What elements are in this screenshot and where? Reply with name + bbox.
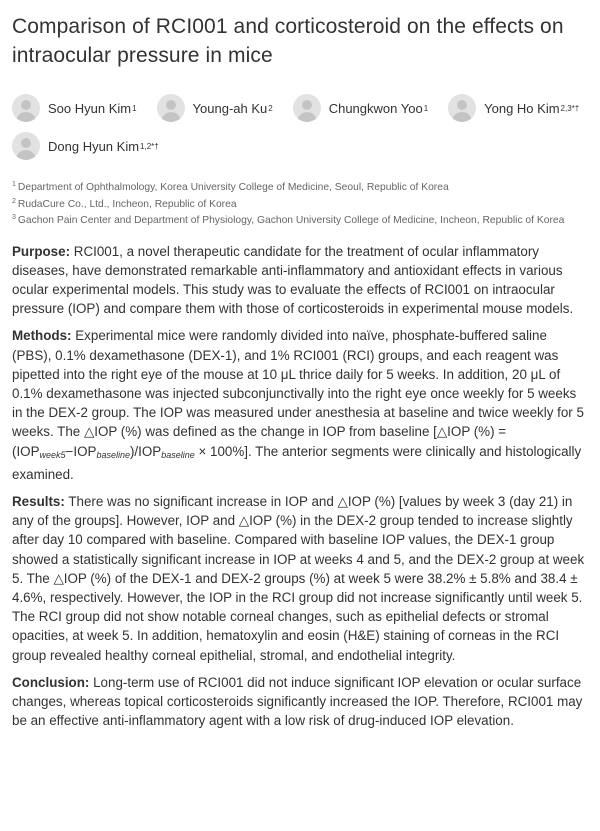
- avatar-icon: [448, 94, 476, 122]
- purpose-section: [12, 242, 588, 319]
- article-title: Comparison of RCI001 and corticosteroid on the effects on intraocular pressure in mice: [12, 15, 564, 67]
- author-affiliation-marker: 1: [423, 103, 429, 113]
- author-name: Soo Hyun Kim: [48, 100, 132, 116]
- results-label: Results:: [12, 493, 65, 509]
- author-item[interactable]: [12, 130, 159, 162]
- avatar-icon: [12, 94, 40, 122]
- results-text: There was no significant increase in IOP and △IOP (%) [values by week 3 (day 21) in any of the groups]. However, IOP and △IOP (%) in the DEX-2 group tended to increase slightly after day 10 compared with baseline. Compared with baseline IOP values, the DEX-1 group showed a statistically significant increase in IOP at weeks 4 and 5, and the DEX-2 group at week 5. The △IOP (%) of the DEX-1 and DEX-2 groups (%) at week 5 were 38.2% ± 5.8% and 38.4 ± 4.6%, respectively. However, the IOP in the RCI group did not increase significantly until week 5. The RCI group did not show notable corneal changes, such as epithelial defects or stromal opacities, at week 5. In addition, hematoxylin and eosin (H&E) staining of corneas in the RCI group revealed healthy corneal epithelial, stromal, and endothelial integrity.: [12, 493, 585, 663]
- author-item[interactable]: [448, 92, 579, 124]
- affiliation-text: RudaCure Co., Ltd., Incheon, Republic of Korea: [17, 198, 237, 210]
- methods-section: [12, 326, 588, 484]
- author-affiliation-marker: 2: [268, 103, 273, 113]
- affiliation-number: 1: [12, 181, 16, 188]
- author-affiliation-marker: 1: [132, 103, 137, 113]
- subscript-baseline: baseline: [161, 449, 195, 460]
- affiliation-number: 2: [12, 197, 16, 205]
- affiliation-number: 3: [12, 214, 16, 221]
- results-section: [12, 492, 588, 665]
- methods-text-part: −IOP: [65, 443, 97, 459]
- affiliation-list: [12, 178, 588, 228]
- purpose-text: RCI001, a novel therapeutic candidate for the treatment of ocular inflammatory diseases, have demonstrated remarkable anti-inflammatory and antioxidant effects in various ocular experimental models. This study was to evaluate the effects of RCI001 on intraocular pressure (IOP) and compare them with those of corticosteroids in experimental mouse models.: [12, 243, 574, 317]
- purpose-label: Purpose:: [12, 243, 71, 259]
- author-item[interactable]: [12, 92, 137, 124]
- author-list: [12, 92, 588, 162]
- avatar-icon: [157, 94, 185, 122]
- affiliation-text: Gachon Pain Center and Department of Physiology, Gachon University College of Medicine, Incheon, Republic of Korea: [17, 215, 565, 226]
- author-item[interactable]: [157, 92, 273, 124]
- subscript-week5: week5: [39, 449, 66, 460]
- methods-text: Experimental mice were randomly divided into naïve, phosphate-buffered saline (PBS), 0.1% dexamethasone (DEX-1), and 1% RCI001 (RCI) groups, and each reagent was pipetted into the right eye of the mouse at 10 μL thrice daily for 5 weeks. In addition, 20 μL of 0.1% dexamethasone was injected subconjunctivally into the right eye once weekly for 5 weeks in the DEX-2 group. The IOP was measured under anesthesia at baseline and twice weekly for 5 weeks. The △IOP (%) was defined as the change in IOP from baseline [△IOP (%) = (IOP: [12, 328, 584, 459]
- author-affiliation-marker: 2,3*†: [560, 103, 580, 113]
- conclusion-section: [12, 673, 588, 731]
- author-name: Dong Hyun Kim: [48, 138, 140, 154]
- author-item[interactable]: [293, 92, 428, 124]
- methods-text-part: )/IOP: [129, 443, 162, 459]
- conclusion-text: Long-term use of RCI001 did not induce significant IOP elevation or ocular surface changes, whereas topical corticosteroids significantly increased the IOP. Therefore, RCI001 may be an effective anti-inflammatory agent with a low risk of drug-induced IOP elevation.: [12, 674, 583, 729]
- author-name: Young-ah Ku: [192, 100, 268, 116]
- affiliation-item: [12, 211, 588, 228]
- author-affiliation-marker: 1,2*†: [140, 141, 159, 151]
- affiliation-text: Department of Ophthalmology, Korea University College of Medicine, Seoul, Republic of Korea: [17, 182, 449, 193]
- methods-text-part: × 100%]. The anterior segments were clinically and histologically examined.: [12, 443, 582, 482]
- affiliation-item: [12, 178, 588, 195]
- author-name: Chungkwon Yoo: [328, 100, 423, 116]
- avatar-icon: [12, 132, 40, 160]
- conclusion-label: Conclusion:: [12, 674, 90, 690]
- avatar-icon: [293, 94, 321, 122]
- methods-label: Methods:: [12, 328, 72, 344]
- affiliation-item: [12, 195, 588, 212]
- subscript-baseline: baseline: [96, 449, 130, 460]
- author-name: Yong Ho Kim: [484, 100, 560, 116]
